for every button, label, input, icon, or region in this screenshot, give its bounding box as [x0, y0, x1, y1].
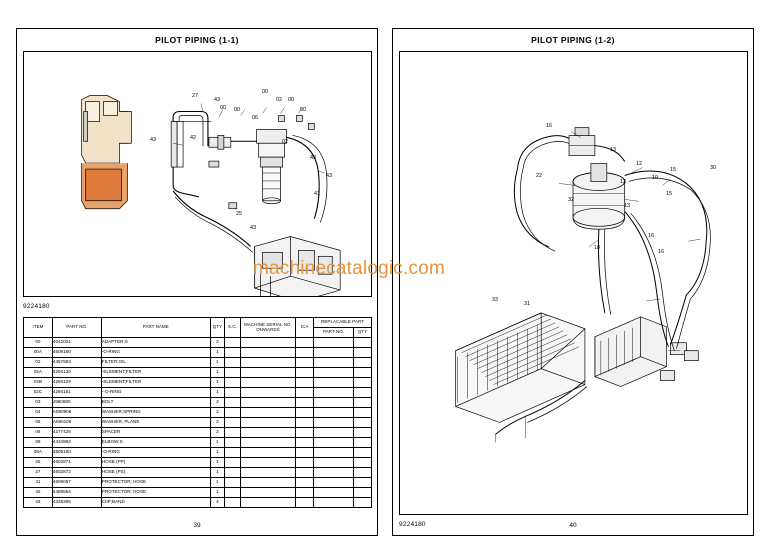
table-row — [24, 428, 372, 438]
table-row — [24, 458, 372, 468]
callout-33: 33 — [492, 297, 498, 303]
cell-sc — [225, 438, 241, 448]
cell-ica — [296, 398, 314, 408]
callout-22: 22 — [536, 173, 542, 179]
callout-06: 06 — [252, 115, 258, 121]
table-row — [24, 448, 372, 458]
cell-machine-serial-no — [240, 408, 296, 418]
cell-qty: 2 — [210, 398, 224, 408]
table-row — [24, 418, 372, 428]
cell-part-name: WASHER; PLANE — [101, 418, 210, 428]
cell-part-name: -ELEMENT;FILTER — [101, 378, 210, 388]
cell-item: 04 — [24, 408, 53, 418]
cell-ica — [296, 438, 314, 448]
right-diagram-art — [400, 52, 747, 514]
cell-item: 00A — [24, 348, 53, 358]
left-sheet — [16, 28, 378, 536]
cell-rep-part-no — [314, 408, 354, 418]
cell-ica — [296, 488, 314, 498]
cell-part-name: WASHER;SPRING — [101, 408, 210, 418]
cell-rep-qty — [354, 368, 372, 378]
callout-25: 41 — [314, 191, 320, 197]
cell-ica — [296, 418, 314, 428]
cell-qty: 1 — [210, 468, 224, 478]
cell-sc — [225, 418, 241, 428]
table-row — [24, 378, 372, 388]
th-rep-qty: QTY — [354, 328, 372, 338]
cell-item: 00 — [24, 338, 53, 348]
cell-sc — [225, 478, 241, 488]
cell-rep-part-no — [314, 398, 354, 408]
cell-item: 08A — [24, 448, 53, 458]
callout-02: 02 — [276, 97, 282, 103]
callout-13-a: 13 — [610, 147, 616, 153]
cell-rep-qty — [354, 348, 372, 358]
cell-qty: 2 — [210, 418, 224, 428]
cell-rep-part-no — [314, 468, 354, 478]
cell-ica — [296, 368, 314, 378]
callout-18: 18 — [594, 245, 600, 251]
callout-00-e: 00 — [220, 105, 226, 111]
callout-00-a: 00 — [234, 107, 240, 113]
cell-item: 05 — [24, 418, 53, 428]
cell-item: 25 — [24, 458, 53, 468]
cell-item: 02C — [24, 388, 53, 398]
left-doc-code: 9224180 — [23, 303, 50, 310]
callout-41: 43 — [326, 173, 332, 179]
cell-sc — [225, 498, 241, 508]
table-row — [24, 468, 372, 478]
left-page-number: 39 — [193, 522, 201, 529]
cell-part-name: ADAPTER;S — [101, 338, 210, 348]
right-sheet — [392, 28, 754, 536]
th-part-no: PART NO. — [52, 318, 101, 338]
callout-00-b: 00 — [288, 97, 294, 103]
callout-15-b: 15 — [666, 191, 672, 197]
cell-rep-part-no — [314, 348, 354, 358]
cell-sc — [225, 488, 241, 498]
cell-machine-serial-no — [240, 418, 296, 428]
table-row — [24, 488, 372, 498]
cell-ica — [296, 358, 314, 368]
th-replaceable-part: REPLACABLE PART — [314, 318, 372, 328]
left-page-title: PILOT PIPING (1-1) — [155, 35, 239, 45]
cell-qty: 2 — [210, 408, 224, 418]
cell-sc — [225, 398, 241, 408]
cell-machine-serial-no — [240, 388, 296, 398]
cell-part-no: 4294129 — [52, 378, 101, 388]
cell-machine-serial-no — [240, 448, 296, 458]
cell-item: 08 — [24, 438, 53, 448]
cell-ica — [296, 458, 314, 468]
table-row — [24, 478, 372, 488]
cell-item: 43 — [24, 498, 53, 508]
cell-rep-qty — [354, 438, 372, 448]
cell-machine-serial-no — [240, 498, 296, 508]
callout-16-b: 16 — [648, 233, 654, 239]
cell-machine-serial-no — [240, 478, 296, 488]
right-doc-code: 9224180 — [399, 521, 426, 528]
cell-part-name: CIIP;BAND — [101, 498, 210, 508]
cell-part-no: 4509180 — [52, 448, 101, 458]
cell-machine-serial-no — [240, 428, 296, 438]
cell-part-no: 4457683 — [52, 358, 101, 368]
cell-machine-serial-no — [240, 338, 296, 348]
table-row — [24, 368, 372, 378]
cell-rep-qty — [354, 338, 372, 348]
cell-sc — [225, 348, 241, 358]
cell-rep-part-no — [314, 448, 354, 458]
cell-part-no: 4602871 — [52, 458, 101, 468]
cell-rep-part-no — [314, 428, 354, 438]
cell-machine-serial-no — [240, 458, 296, 468]
cell-rep-part-no — [314, 478, 354, 488]
th-part-name: PART NAME — [101, 318, 210, 338]
cell-rep-part-no — [314, 388, 354, 398]
cell-rep-qty — [354, 378, 372, 388]
cell-sc — [225, 338, 241, 348]
table-row — [24, 408, 372, 418]
cell-rep-qty — [354, 488, 372, 498]
cell-part-no: 4602872 — [52, 468, 101, 478]
right-diagram — [399, 51, 748, 515]
cell-item: 42 — [24, 488, 53, 498]
cell-sc — [225, 408, 241, 418]
cell-part-no: A590106 — [52, 418, 101, 428]
cell-part-no: A590906 — [52, 408, 101, 418]
callout-00-d: 00 — [262, 89, 268, 95]
cell-part-no: 4509180 — [52, 348, 101, 358]
cell-sc — [225, 428, 241, 438]
cell-part-name: -O-RING — [101, 348, 210, 358]
cell-ica — [296, 408, 314, 418]
cell-part-name: SPACER — [101, 428, 210, 438]
cell-part-no: 4277425 — [52, 428, 101, 438]
cell-sc — [225, 388, 241, 398]
th-item: ITEM — [24, 318, 53, 338]
cell-part-no: 4294130 — [52, 368, 101, 378]
table-row — [24, 388, 372, 398]
callout-10: 10 — [652, 175, 658, 181]
watermark: machinecatalogic.com — [253, 258, 445, 279]
cell-rep-part-no — [314, 438, 354, 448]
cell-part-name: HOSE (PS) — [101, 468, 210, 478]
cell-rep-qty — [354, 478, 372, 488]
cell-rep-qty — [354, 408, 372, 418]
cell-ica — [296, 428, 314, 438]
cell-ica — [296, 478, 314, 488]
cell-machine-serial-no — [240, 468, 296, 478]
cell-rep-part-no — [314, 458, 354, 468]
cell-qty: 1 — [210, 378, 224, 388]
cell-qty: 1 — [210, 448, 224, 458]
callout-16-c: 16 — [658, 249, 664, 255]
cell-rep-qty — [354, 398, 372, 408]
cell-part-no: 4294161 — [52, 388, 101, 398]
cell-rep-qty — [354, 428, 372, 438]
cell-part-no: J960680 — [52, 398, 101, 408]
th-ica: ICA — [296, 318, 314, 338]
cell-item: 27 — [24, 468, 53, 478]
cell-item: 02A — [24, 368, 53, 378]
cell-rep-part-no — [314, 378, 354, 388]
table-row — [24, 348, 372, 358]
cell-ica — [296, 348, 314, 358]
callout-30: 30 — [710, 165, 716, 171]
cell-rep-part-no — [314, 418, 354, 428]
cell-part-no: 4434982 — [52, 438, 101, 448]
callout-32: 32 — [568, 197, 574, 203]
cell-part-no: 4609057 — [52, 478, 101, 488]
cell-rep-qty — [354, 418, 372, 428]
cell-part-no: 4042031 — [52, 338, 101, 348]
cell-rep-qty — [354, 498, 372, 508]
callout-00-c: 00 — [300, 107, 306, 113]
right-page-title: PILOT PIPING (1-2) — [531, 35, 615, 45]
cell-rep-qty — [354, 358, 372, 368]
cell-part-no: 4489554 — [52, 488, 101, 498]
cell-ica — [296, 338, 314, 348]
callout-42: 42 — [190, 135, 196, 141]
cell-rep-qty — [354, 458, 372, 468]
cell-ica — [296, 468, 314, 478]
cell-item: 02 — [24, 358, 53, 368]
cell-machine-serial-no — [240, 368, 296, 378]
th-machine-serial-no: MACHINE SERIAL NO. ONWARDS — [240, 318, 296, 338]
cell-machine-serial-no — [240, 378, 296, 388]
callout-43-b: 43 — [150, 137, 156, 143]
cell-part-name: PROTECTOR; HOSE — [101, 478, 210, 488]
cell-rep-qty — [354, 468, 372, 478]
cell-qty: 4 — [210, 498, 224, 508]
callout-43-e: 43 — [250, 225, 256, 231]
cell-qty: 1 — [210, 488, 224, 498]
cell-machine-serial-no — [240, 358, 296, 368]
cell-machine-serial-no — [240, 438, 296, 448]
th-sc: S.C. — [225, 318, 241, 338]
cell-part-name: BOLT — [101, 398, 210, 408]
cell-sc — [225, 448, 241, 458]
cell-qty: 2 — [210, 338, 224, 348]
cell-qty: 1 — [210, 438, 224, 448]
cell-ica — [296, 498, 314, 508]
cell-part-name: -ELEMENT;FILTER — [101, 368, 210, 378]
cell-item: 02B — [24, 378, 53, 388]
cell-sc — [225, 368, 241, 378]
cell-rep-part-no — [314, 338, 354, 348]
callout-13-b: 13 — [620, 179, 626, 185]
cell-item: 03 — [24, 398, 53, 408]
cell-sc — [225, 378, 241, 388]
cell-item: 06 — [24, 428, 53, 438]
cell-part-name: FILTER;OIL — [101, 358, 210, 368]
cell-rep-qty — [354, 448, 372, 458]
table-row — [24, 498, 372, 508]
callout-15-a: 15 — [670, 167, 676, 173]
callout-02-b: 02 — [282, 139, 288, 145]
callout-16: 16 — [546, 123, 552, 129]
cell-ica — [296, 378, 314, 388]
cell-ica — [296, 388, 314, 398]
cell-rep-part-no — [314, 488, 354, 498]
cell-machine-serial-no — [240, 488, 296, 498]
cell-sc — [225, 468, 241, 478]
cell-part-name: HOSE (PP) — [101, 458, 210, 468]
cell-item: 41 — [24, 478, 53, 488]
callout-43-c: 43 — [310, 155, 316, 161]
cell-qty: 1 — [210, 478, 224, 488]
cell-qty: 1 — [210, 348, 224, 358]
cell-machine-serial-no — [240, 398, 296, 408]
cell-part-name: ELBOW;S — [101, 438, 210, 448]
cell-qty: 1 — [210, 388, 224, 398]
cell-part-name: PROTECTOR; HOSE — [101, 488, 210, 498]
callout-31: 31 — [524, 301, 530, 307]
cell-ica — [296, 448, 314, 458]
cell-part-no: 4328365 — [52, 498, 101, 508]
table-row — [24, 438, 372, 448]
cell-rep-qty — [354, 388, 372, 398]
callout-43: 43 — [214, 97, 220, 103]
th-qty: QTY — [210, 318, 224, 338]
cell-sc — [225, 358, 241, 368]
parts-table-body — [24, 338, 372, 508]
table-row — [24, 398, 372, 408]
th-rep-part-no: PART NO. — [314, 328, 354, 338]
cell-part-name: --O-RING — [101, 388, 210, 398]
table-row — [24, 358, 372, 368]
cell-rep-part-no — [314, 368, 354, 378]
cell-part-name: -O-RING — [101, 448, 210, 458]
cell-qty: 1 — [210, 458, 224, 468]
table-row — [24, 338, 372, 348]
callout-27: 27 — [192, 93, 198, 99]
cell-qty: 2 — [210, 428, 224, 438]
cell-rep-part-no — [314, 358, 354, 368]
parts-table — [23, 317, 372, 508]
cell-sc — [225, 458, 241, 468]
callout-43-d: 25 — [236, 211, 242, 217]
cell-qty: 1 — [210, 358, 224, 368]
right-page-number: 40 — [569, 522, 577, 529]
callout-12: 12 — [636, 161, 642, 167]
cell-qty: 1 — [210, 368, 224, 378]
cell-machine-serial-no — [240, 348, 296, 358]
callout-13-c: 13 — [624, 203, 630, 209]
cell-rep-part-no — [314, 498, 354, 508]
